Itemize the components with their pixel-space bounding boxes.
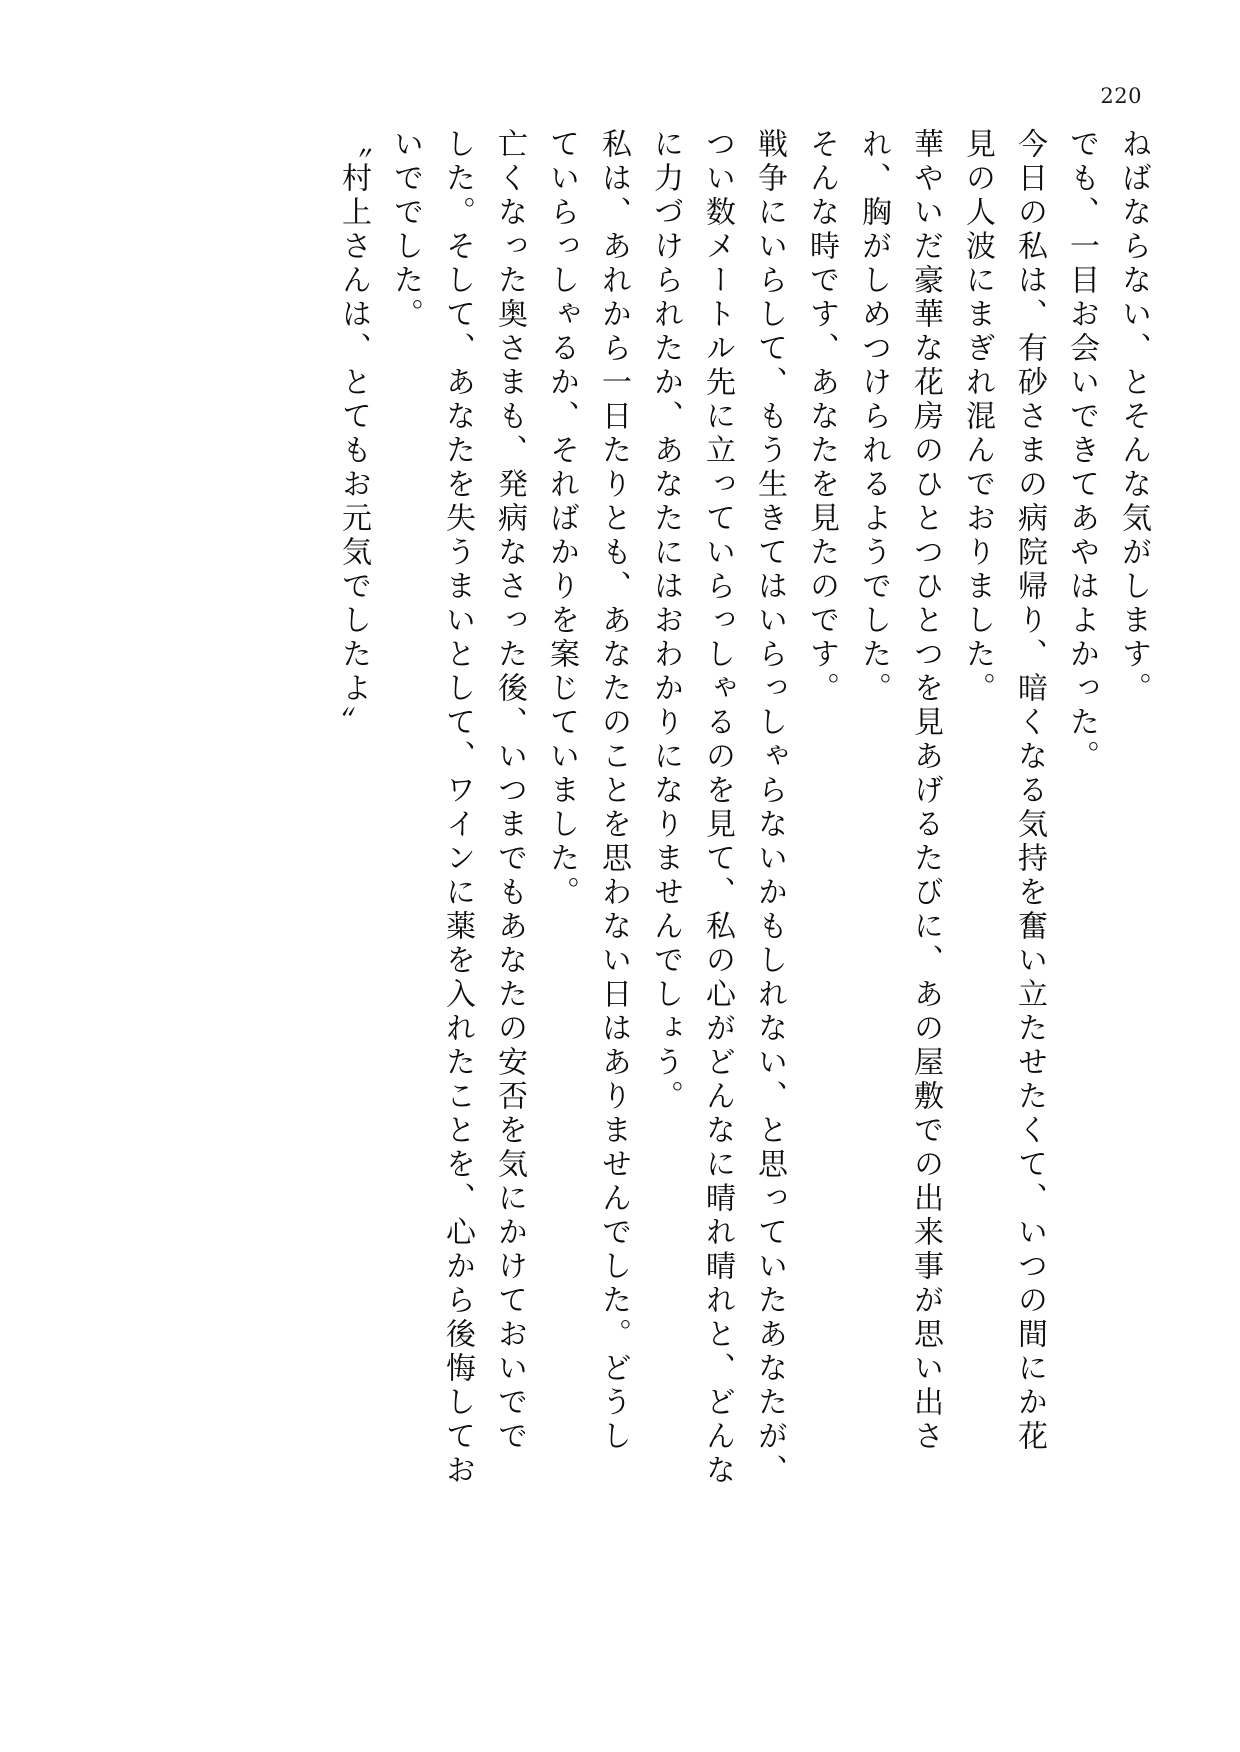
text-line: いででした。 — [388, 128, 423, 332]
text-line: 亡くなった奥さまも、発病なさった後、いつまでもあなたの安否を気にかけておいでで — [492, 128, 527, 1454]
text-line: した。そして、あなたを失うまいとして、ワインに薬を入れたことを、心から後悔してお — [440, 128, 475, 1488]
text-line: 戦争にいらして、もう生きてはいらっしゃらないかもしれない、と思っていたあなたが、 — [752, 128, 787, 1488]
text-line: れ、胸がしめつけられるようでした。 — [856, 128, 891, 706]
text-line: そんな時です、あなたを見たのです。 — [804, 128, 839, 706]
text-line: に力づけられたか、あなたにはおわかりになりませんでしょう。 — [648, 128, 683, 1114]
text-line: つい数メートル先に立っていらっしゃるのを見て、私の心がどんなに晴れ晴れと、どんな — [700, 128, 735, 1488]
text-line: 今日の私は、有砂さまの病院帰り、暗くなる気持を奮い立たせたくて、いつの間にか花 — [1012, 128, 1047, 1454]
text-line: 〝村上さんは、とてもお元気でしたよ〟 — [336, 128, 371, 740]
page-number: 220 — [1100, 84, 1142, 108]
text-line: 華やいだ豪華な花房のひとつひとつを見あげるたびに、あの屋敷での出来事が思い出さ — [908, 128, 943, 1454]
text-line: 見の人波にまぎれ混んでおりました。 — [960, 128, 995, 706]
text-line: ていらっしゃるか、そればかりを案じていました。 — [544, 128, 579, 910]
text-line: ねばならない、とそんな気がします。 — [1116, 128, 1151, 706]
body-text-block — [150, 128, 1151, 1558]
text-line: 私は、あれから一日たりとも、あなたのことを思わない日はありませんでした。どうし — [596, 128, 631, 1454]
text-line: でも、一目お会いできてあやはよかった。 — [1064, 128, 1099, 774]
